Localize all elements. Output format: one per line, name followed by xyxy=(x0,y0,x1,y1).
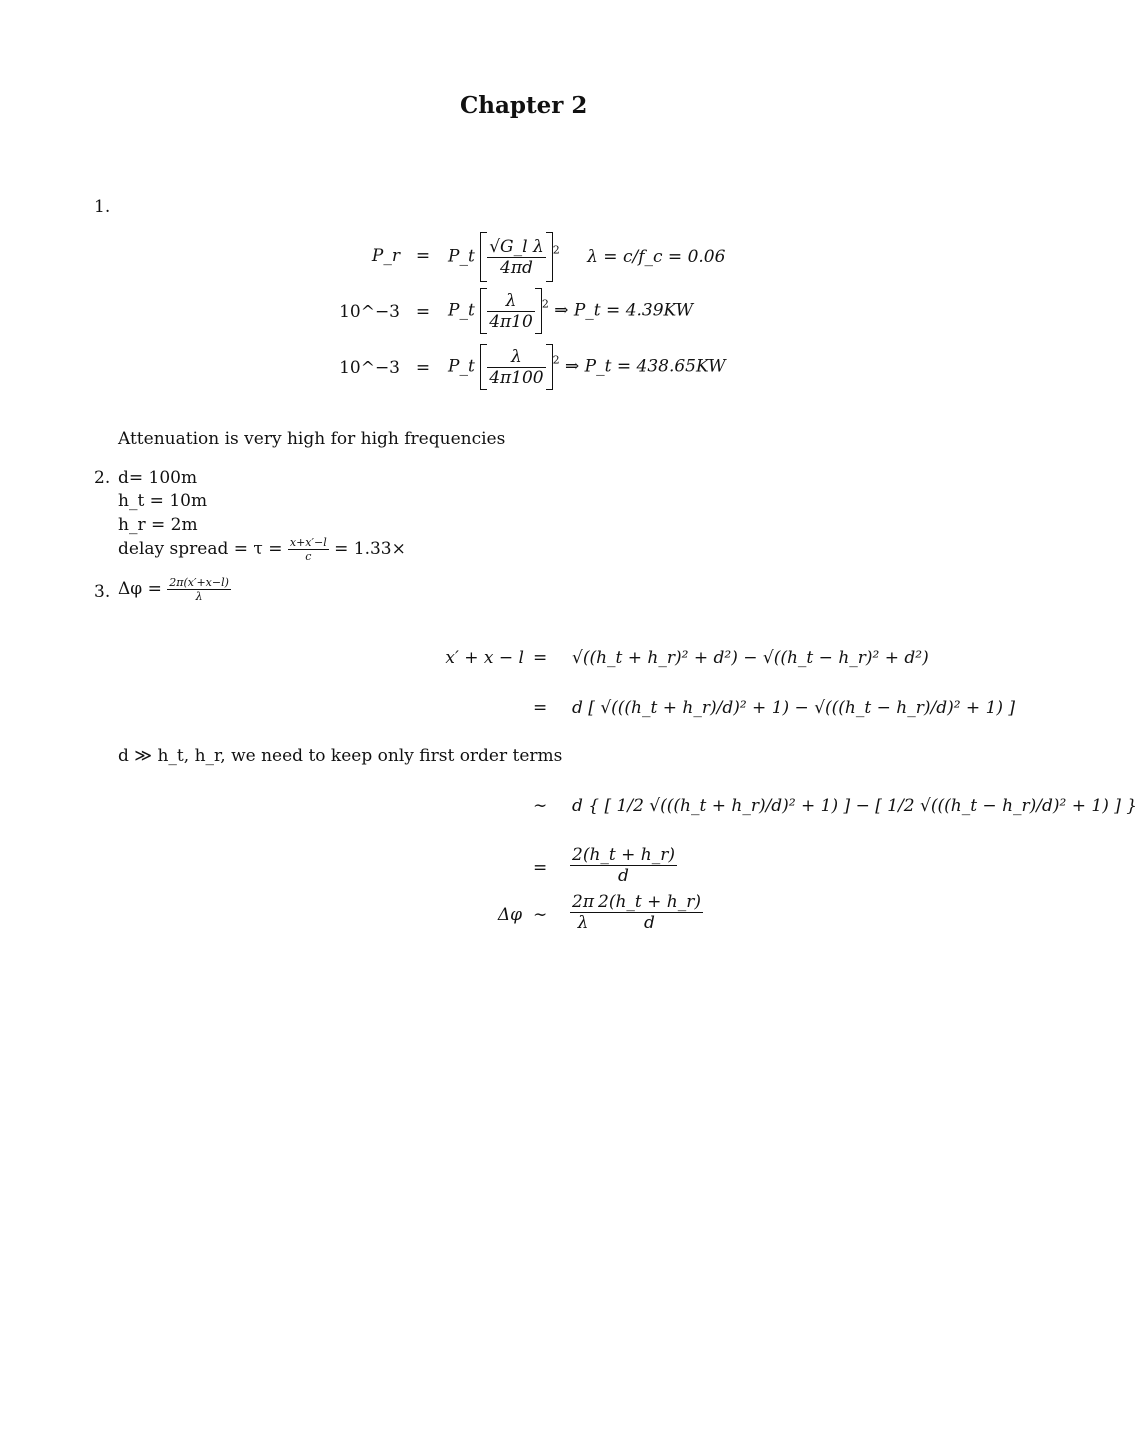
p3-row4-rel: = xyxy=(533,858,548,878)
problem-2-line-2: h_t = 10m xyxy=(118,491,208,511)
row5-fraction-1 xyxy=(570,892,596,933)
problem-2-line-1: d= 100m xyxy=(118,468,198,488)
phase-denominator: λ xyxy=(195,590,203,603)
left-bracket xyxy=(480,344,487,390)
right-bracket xyxy=(546,232,553,282)
eq1-denominator: 4πd xyxy=(500,257,533,278)
problem-2-delay-spread xyxy=(118,536,406,563)
equation-p1-row2 xyxy=(330,288,750,338)
p3-row1-rhs: √((h_t + h_r)² + d²) − √((h_t − h_r)² + d²) xyxy=(572,648,929,668)
eq2-fraction xyxy=(487,291,535,332)
p3-row1-rel: = xyxy=(533,648,548,668)
eq3-rel: = xyxy=(415,358,431,378)
phase-label: Δφ = xyxy=(118,579,162,599)
eq1-rel: = xyxy=(415,246,431,266)
problem-2-number: 2. xyxy=(94,468,111,488)
row4-fraction xyxy=(570,845,677,886)
p3-row4-rhs xyxy=(570,845,677,886)
eq1-note: λ = c/f_c = 0.06 xyxy=(587,246,726,267)
eq1-rhs xyxy=(448,232,725,282)
phase-fraction xyxy=(167,576,231,603)
eq3-power: 2 xyxy=(552,353,560,367)
p3-note: d ≫ h_t, h_r, we need to keep only first order terms xyxy=(118,746,563,766)
page-title: Chapter 2 xyxy=(460,92,588,119)
p3-row5-rhs xyxy=(570,892,703,933)
phase-numerator: 2π(x′+x−l) xyxy=(169,576,229,589)
eq2-rhs xyxy=(448,288,693,334)
row5-numerator-2: 2(h_t + h_r) xyxy=(598,892,701,912)
delay-value: = 1.33× xyxy=(334,539,406,559)
row5-denominator-1: λ xyxy=(577,913,589,933)
left-bracket xyxy=(480,232,487,282)
p3-row5-rel: ∼ xyxy=(533,905,548,925)
delay-numerator: x+x′−l xyxy=(289,536,327,549)
problem-3-phase xyxy=(118,576,231,603)
right-bracket xyxy=(535,288,542,334)
eq2-result: ⇒ P_t = 4.39KW xyxy=(554,300,694,321)
eq3-denominator: 4π100 xyxy=(489,367,544,388)
eq1-lhs: P_r xyxy=(371,246,400,266)
eq3-result: ⇒ P_t = 438.65KW xyxy=(565,356,726,377)
p3-row2-rel: = xyxy=(533,698,548,718)
eq2-power: 2 xyxy=(541,297,549,311)
eq1-numerator: √G_l λ xyxy=(489,236,544,257)
eq2-denominator: 4π10 xyxy=(489,311,533,332)
p3-row3-rhs: d { [ 1/2 √(((h_t + h_r)/d)² + 1) ] − [ 1/2 √(((h_t − h_r)/d)² + 1) ] } xyxy=(572,796,1137,816)
row4-denominator: d xyxy=(618,866,629,886)
eq2-lhs: 10^−3 xyxy=(339,302,400,322)
eq1-power: 2 xyxy=(552,243,560,257)
eq3-coef: P_t xyxy=(448,356,475,377)
delay-denominator: c xyxy=(305,550,312,563)
row5-fraction-2 xyxy=(596,892,703,933)
equation-p1-row3 xyxy=(330,344,750,394)
equation-p1-row1 xyxy=(330,228,750,288)
problem-3-number: 3. xyxy=(94,582,111,602)
eq1-coef: P_t xyxy=(448,246,475,267)
eq3-lhs: 10^−3 xyxy=(339,358,400,378)
p3-row1-lhs: x′ + x − l xyxy=(445,648,524,668)
right-bracket xyxy=(546,344,553,390)
p3-row5-lhs: Δφ xyxy=(497,905,522,925)
delay-fraction xyxy=(288,536,329,563)
eq3-numerator: λ xyxy=(487,347,545,368)
eq2-coef: P_t xyxy=(448,300,475,321)
problem-2-line-3: h_r = 2m xyxy=(118,515,198,535)
left-bracket xyxy=(480,288,487,334)
problem-1-remark: Attenuation is very high for high frequencies xyxy=(118,429,506,449)
p3-row3-rel: ∼ xyxy=(533,796,548,816)
p3-row2-rhs: d [ √(((h_t + h_r)/d)² + 1) − √(((h_t − h_r)/d)² + 1) ] xyxy=(572,698,1016,718)
delay-label: delay spread = τ = xyxy=(118,539,283,559)
row4-numerator: 2(h_t + h_r) xyxy=(572,845,675,865)
row5-denominator-2: d xyxy=(644,913,655,933)
eq1-fraction xyxy=(487,237,546,278)
eq2-rel: = xyxy=(415,302,431,322)
row5-numerator-1: 2π xyxy=(572,892,594,912)
eq2-numerator: λ xyxy=(487,291,535,312)
eq3-rhs xyxy=(448,344,726,390)
eq3-fraction xyxy=(487,347,545,388)
problem-1-number: 1. xyxy=(94,197,111,217)
